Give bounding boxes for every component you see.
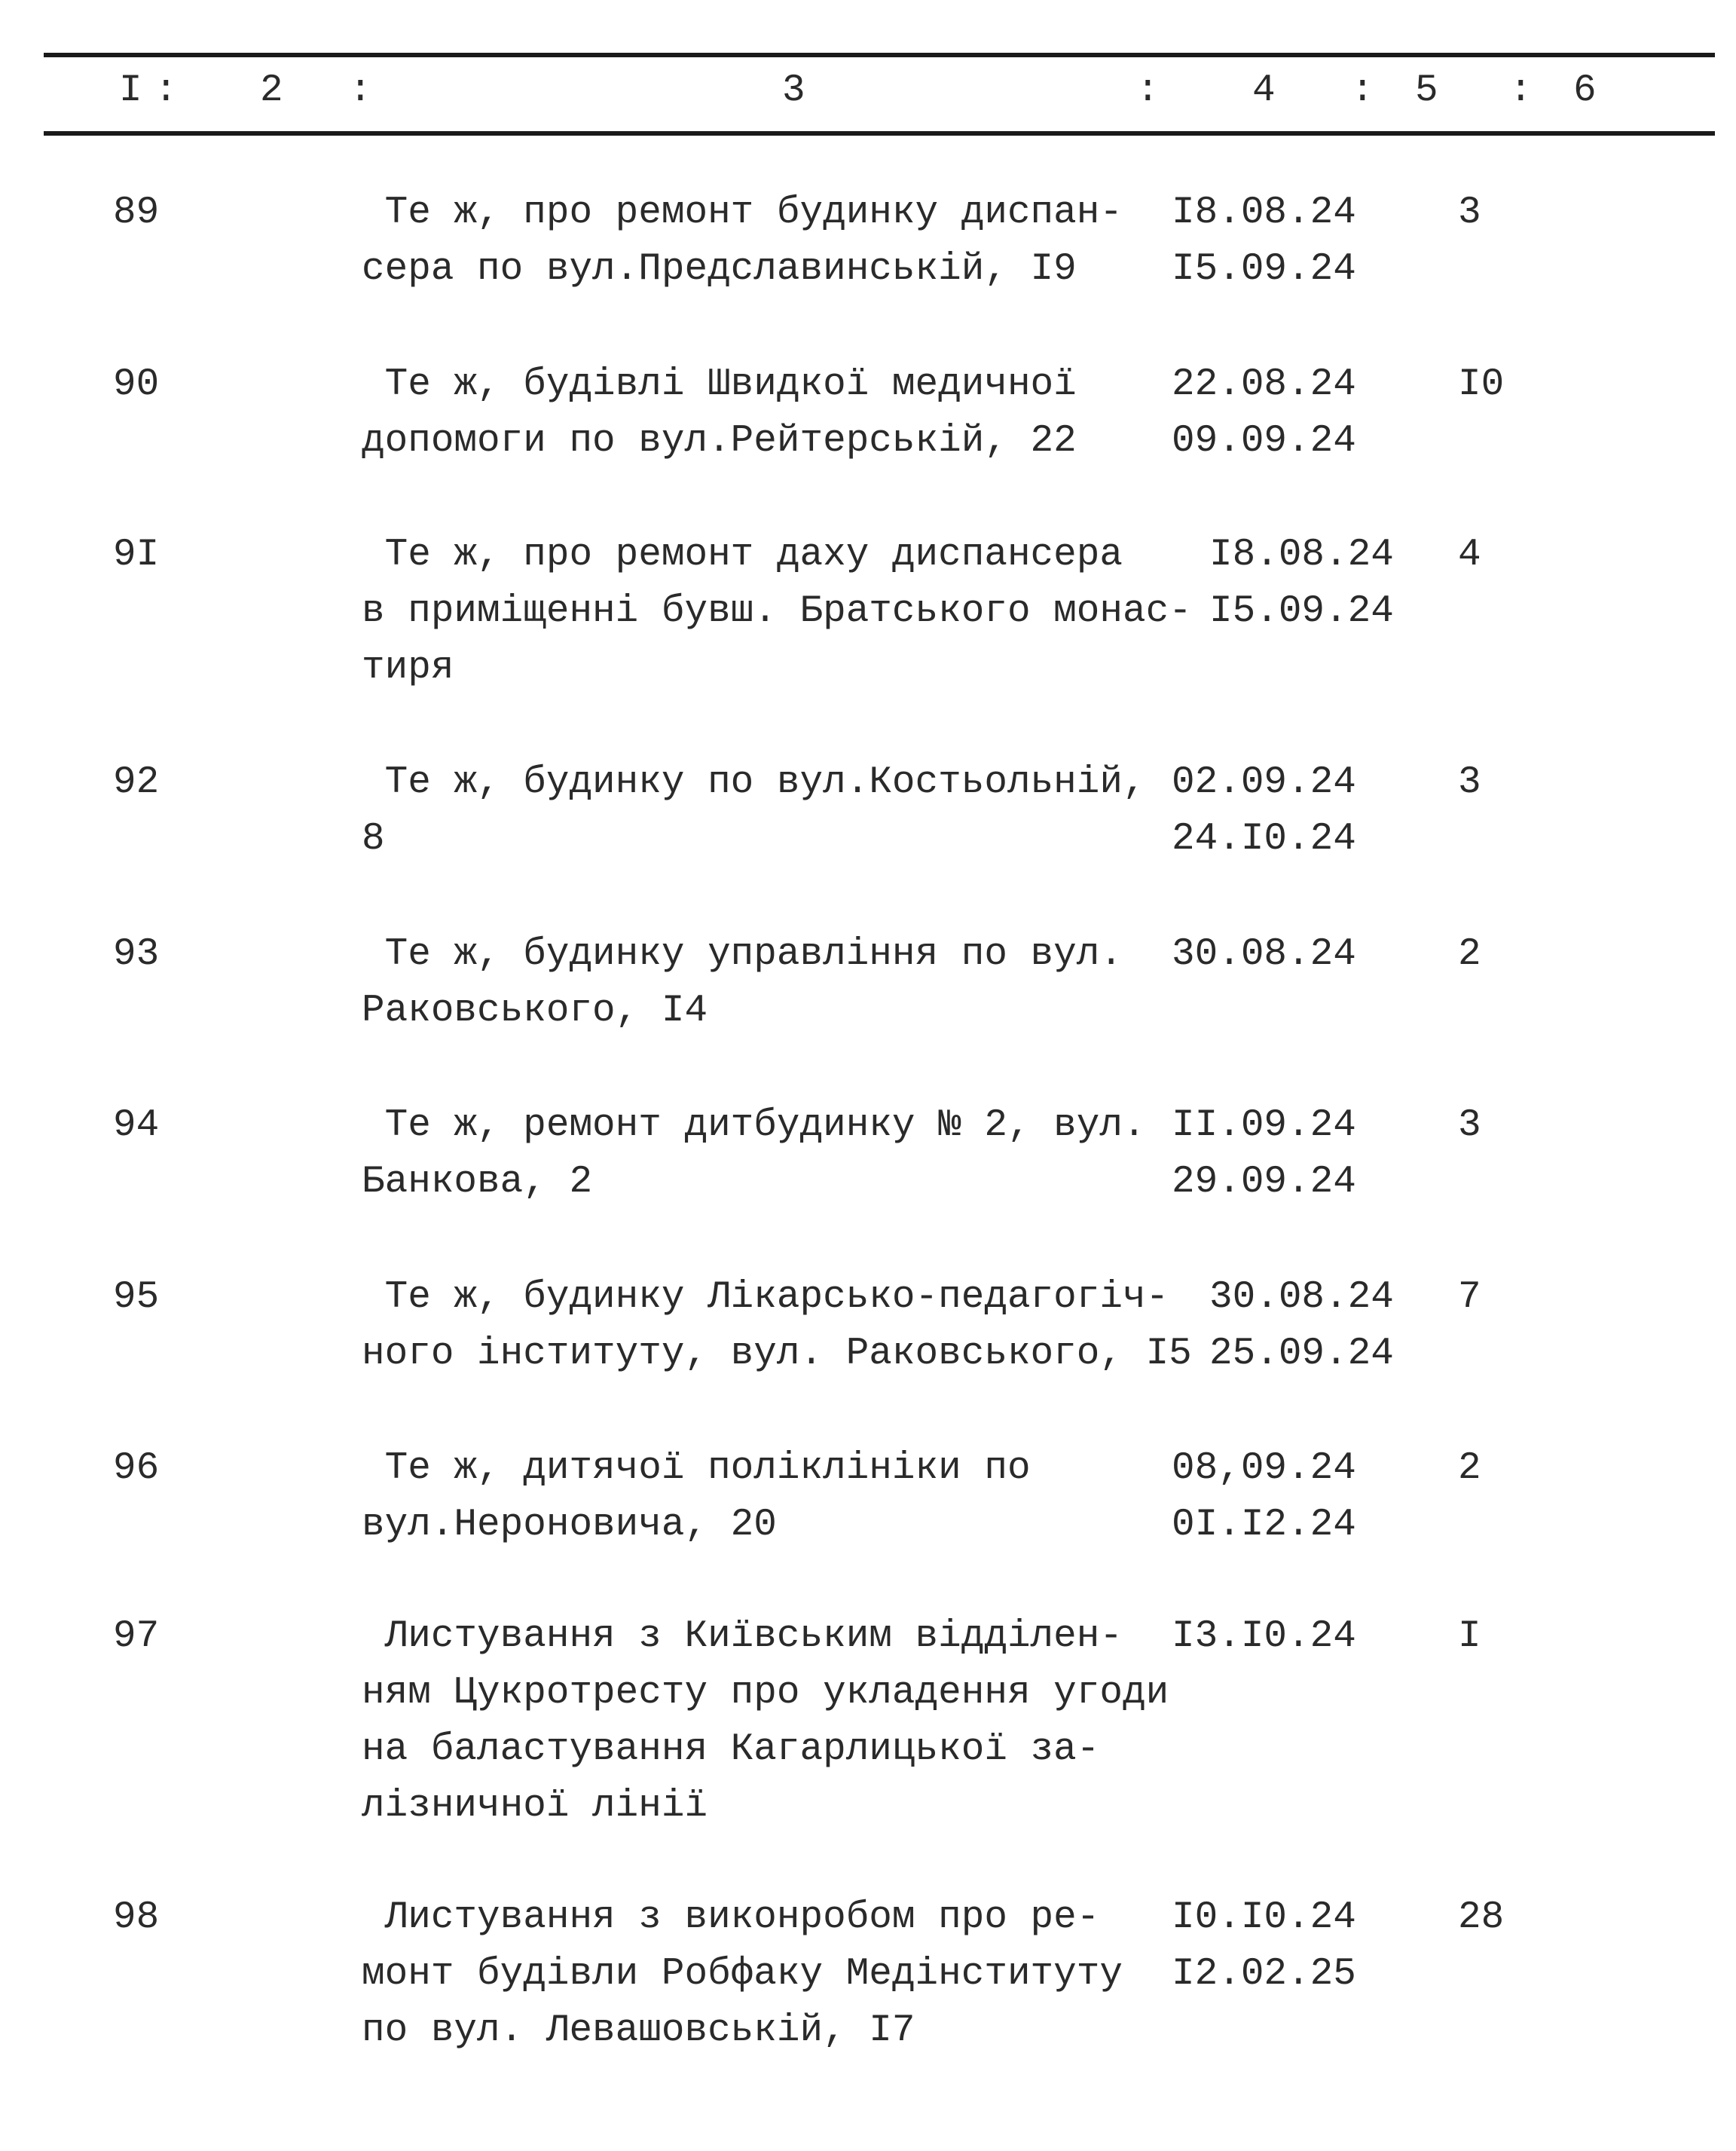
end-date: 25.09.24	[1209, 1333, 1394, 1375]
col-sep: :	[349, 69, 372, 112]
record-number: 90	[113, 363, 160, 406]
record-title	[362, 926, 1123, 1039]
col-sep: :	[1351, 69, 1374, 112]
record-number: 9I	[113, 534, 160, 577]
title-line: лізничної лінії	[362, 1785, 708, 1828]
sheet-count: I0	[1458, 363, 1505, 406]
start-date: I8.08.24	[1209, 534, 1394, 577]
header-top-rule	[44, 53, 1715, 57]
start-date: I3.I0.24	[1172, 1615, 1356, 1658]
start-date: II.09.24	[1172, 1104, 1356, 1147]
record-number: 97	[113, 1615, 160, 1658]
record-row	[0, 1889, 1736, 2116]
sheet-count: I	[1458, 1615, 1481, 1658]
col-header-4: 4	[1252, 69, 1276, 112]
title-line: Те ж, будинку Лікарсько-педагогіч-	[362, 1276, 1169, 1319]
title-line: Те ж, будинку управління по вул.	[362, 933, 1123, 976]
title-line: на баластування Кагарлицької за-	[362, 1728, 1100, 1771]
col-sep: :	[1509, 69, 1533, 112]
sheet-count: 28	[1458, 1896, 1505, 1939]
record-number: 93	[113, 933, 160, 976]
record-number: 95	[113, 1276, 160, 1319]
record-title	[362, 1269, 1192, 1382]
record-title	[362, 754, 1146, 867]
record-title	[362, 1440, 1031, 1553]
record-row	[0, 527, 1736, 753]
title-line: тиря	[362, 647, 454, 690]
end-date: 29.09.24	[1172, 1161, 1356, 1204]
col-header-6: 6	[1573, 69, 1597, 112]
col-header-2: 2	[260, 69, 283, 112]
record-dates	[1172, 1889, 1356, 2003]
col-sep: :	[154, 69, 178, 112]
sheet-count: 3	[1458, 761, 1481, 804]
title-line: вул.Нероновича, 20	[362, 1504, 777, 1547]
start-date: 08,09.24	[1172, 1447, 1356, 1490]
col-header-5: 5	[1415, 69, 1438, 112]
record-title	[362, 1889, 1123, 2059]
record-row	[0, 1608, 1736, 1834]
end-date: I5.09.24	[1172, 248, 1356, 291]
record-dates	[1172, 1608, 1356, 1665]
title-line: 8	[362, 818, 385, 861]
record-dates	[1172, 926, 1356, 983]
record-dates	[1172, 185, 1356, 298]
end-date: 09.09.24	[1172, 420, 1356, 463]
header-bottom-rule	[44, 131, 1715, 136]
col-header-1: I	[119, 69, 142, 112]
record-number: 89	[113, 191, 160, 234]
col-header-3: 3	[782, 69, 805, 112]
end-date: I2.02.25	[1172, 1953, 1356, 1996]
sheet-count: 3	[1458, 191, 1481, 234]
title-line: в приміщенні бувш. Братського монас-	[362, 590, 1192, 633]
sheet-count: 4	[1458, 534, 1481, 577]
start-date: I0.I0.24	[1172, 1896, 1356, 1939]
title-line: по вул. Левашовській, I7	[362, 2009, 915, 2052]
title-line: Листування з виконробом про ре-	[362, 1896, 1100, 1939]
record-dates	[1209, 527, 1394, 640]
sheet-count: 2	[1458, 933, 1481, 976]
title-line: Раковського, I4	[362, 990, 708, 1033]
start-date: 30.08.24	[1172, 933, 1356, 976]
title-line: Банкова, 2	[362, 1161, 593, 1204]
start-date: 02.09.24	[1172, 761, 1356, 804]
record-title	[362, 527, 1192, 696]
record-title	[362, 1608, 1169, 1834]
start-date: 30.08.24	[1209, 1276, 1394, 1319]
col-sep: :	[1136, 69, 1160, 112]
end-date: 24.I0.24	[1172, 818, 1356, 861]
record-title	[362, 356, 1077, 470]
title-line: ного інституту, вул. Раковського, I5	[362, 1333, 1192, 1375]
title-line: Те ж, про ремонт будинку диспан-	[362, 191, 1123, 234]
start-date: I8.08.24	[1172, 191, 1356, 234]
end-date: 0I.I2.24	[1172, 1504, 1356, 1547]
title-line: сера по вул.Предславинській, I9	[362, 248, 1077, 291]
record-dates	[1172, 1097, 1356, 1210]
record-title	[362, 185, 1123, 298]
title-line: Листування з Київським відділен-	[362, 1615, 1123, 1658]
title-line: Те ж, будинку по вул.Костьольній,	[362, 761, 1146, 804]
title-line: Те ж, дитячої поліклініки по	[362, 1447, 1031, 1490]
record-title	[362, 1097, 1146, 1210]
record-number: 94	[113, 1104, 160, 1147]
sheet-count: 2	[1458, 1447, 1481, 1490]
record-dates	[1172, 1440, 1356, 1553]
title-line: допомоги по вул.Рейтерській, 22	[362, 420, 1077, 463]
start-date: 22.08.24	[1172, 363, 1356, 406]
record-number: 96	[113, 1447, 160, 1490]
end-date: I5.09.24	[1209, 590, 1394, 633]
record-number: 98	[113, 1896, 160, 1939]
sheet-count: 7	[1458, 1276, 1481, 1319]
record-number: 92	[113, 761, 160, 804]
sheet-count: 3	[1458, 1104, 1481, 1147]
title-line: ням Цукротресту про укладення угоди	[362, 1672, 1169, 1715]
title-line: монт будівли Робфаку Медінституту	[362, 1953, 1123, 1996]
record-dates	[1172, 356, 1356, 470]
record-dates	[1209, 1269, 1394, 1382]
title-line: Те ж, ремонт дитбудинку № 2, вул.	[362, 1104, 1146, 1147]
record-dates	[1172, 754, 1356, 867]
title-line: Те ж, будівлі Швидкої медичної	[362, 363, 1077, 406]
title-line: Те ж, про ремонт даху диспансера	[362, 534, 1123, 577]
